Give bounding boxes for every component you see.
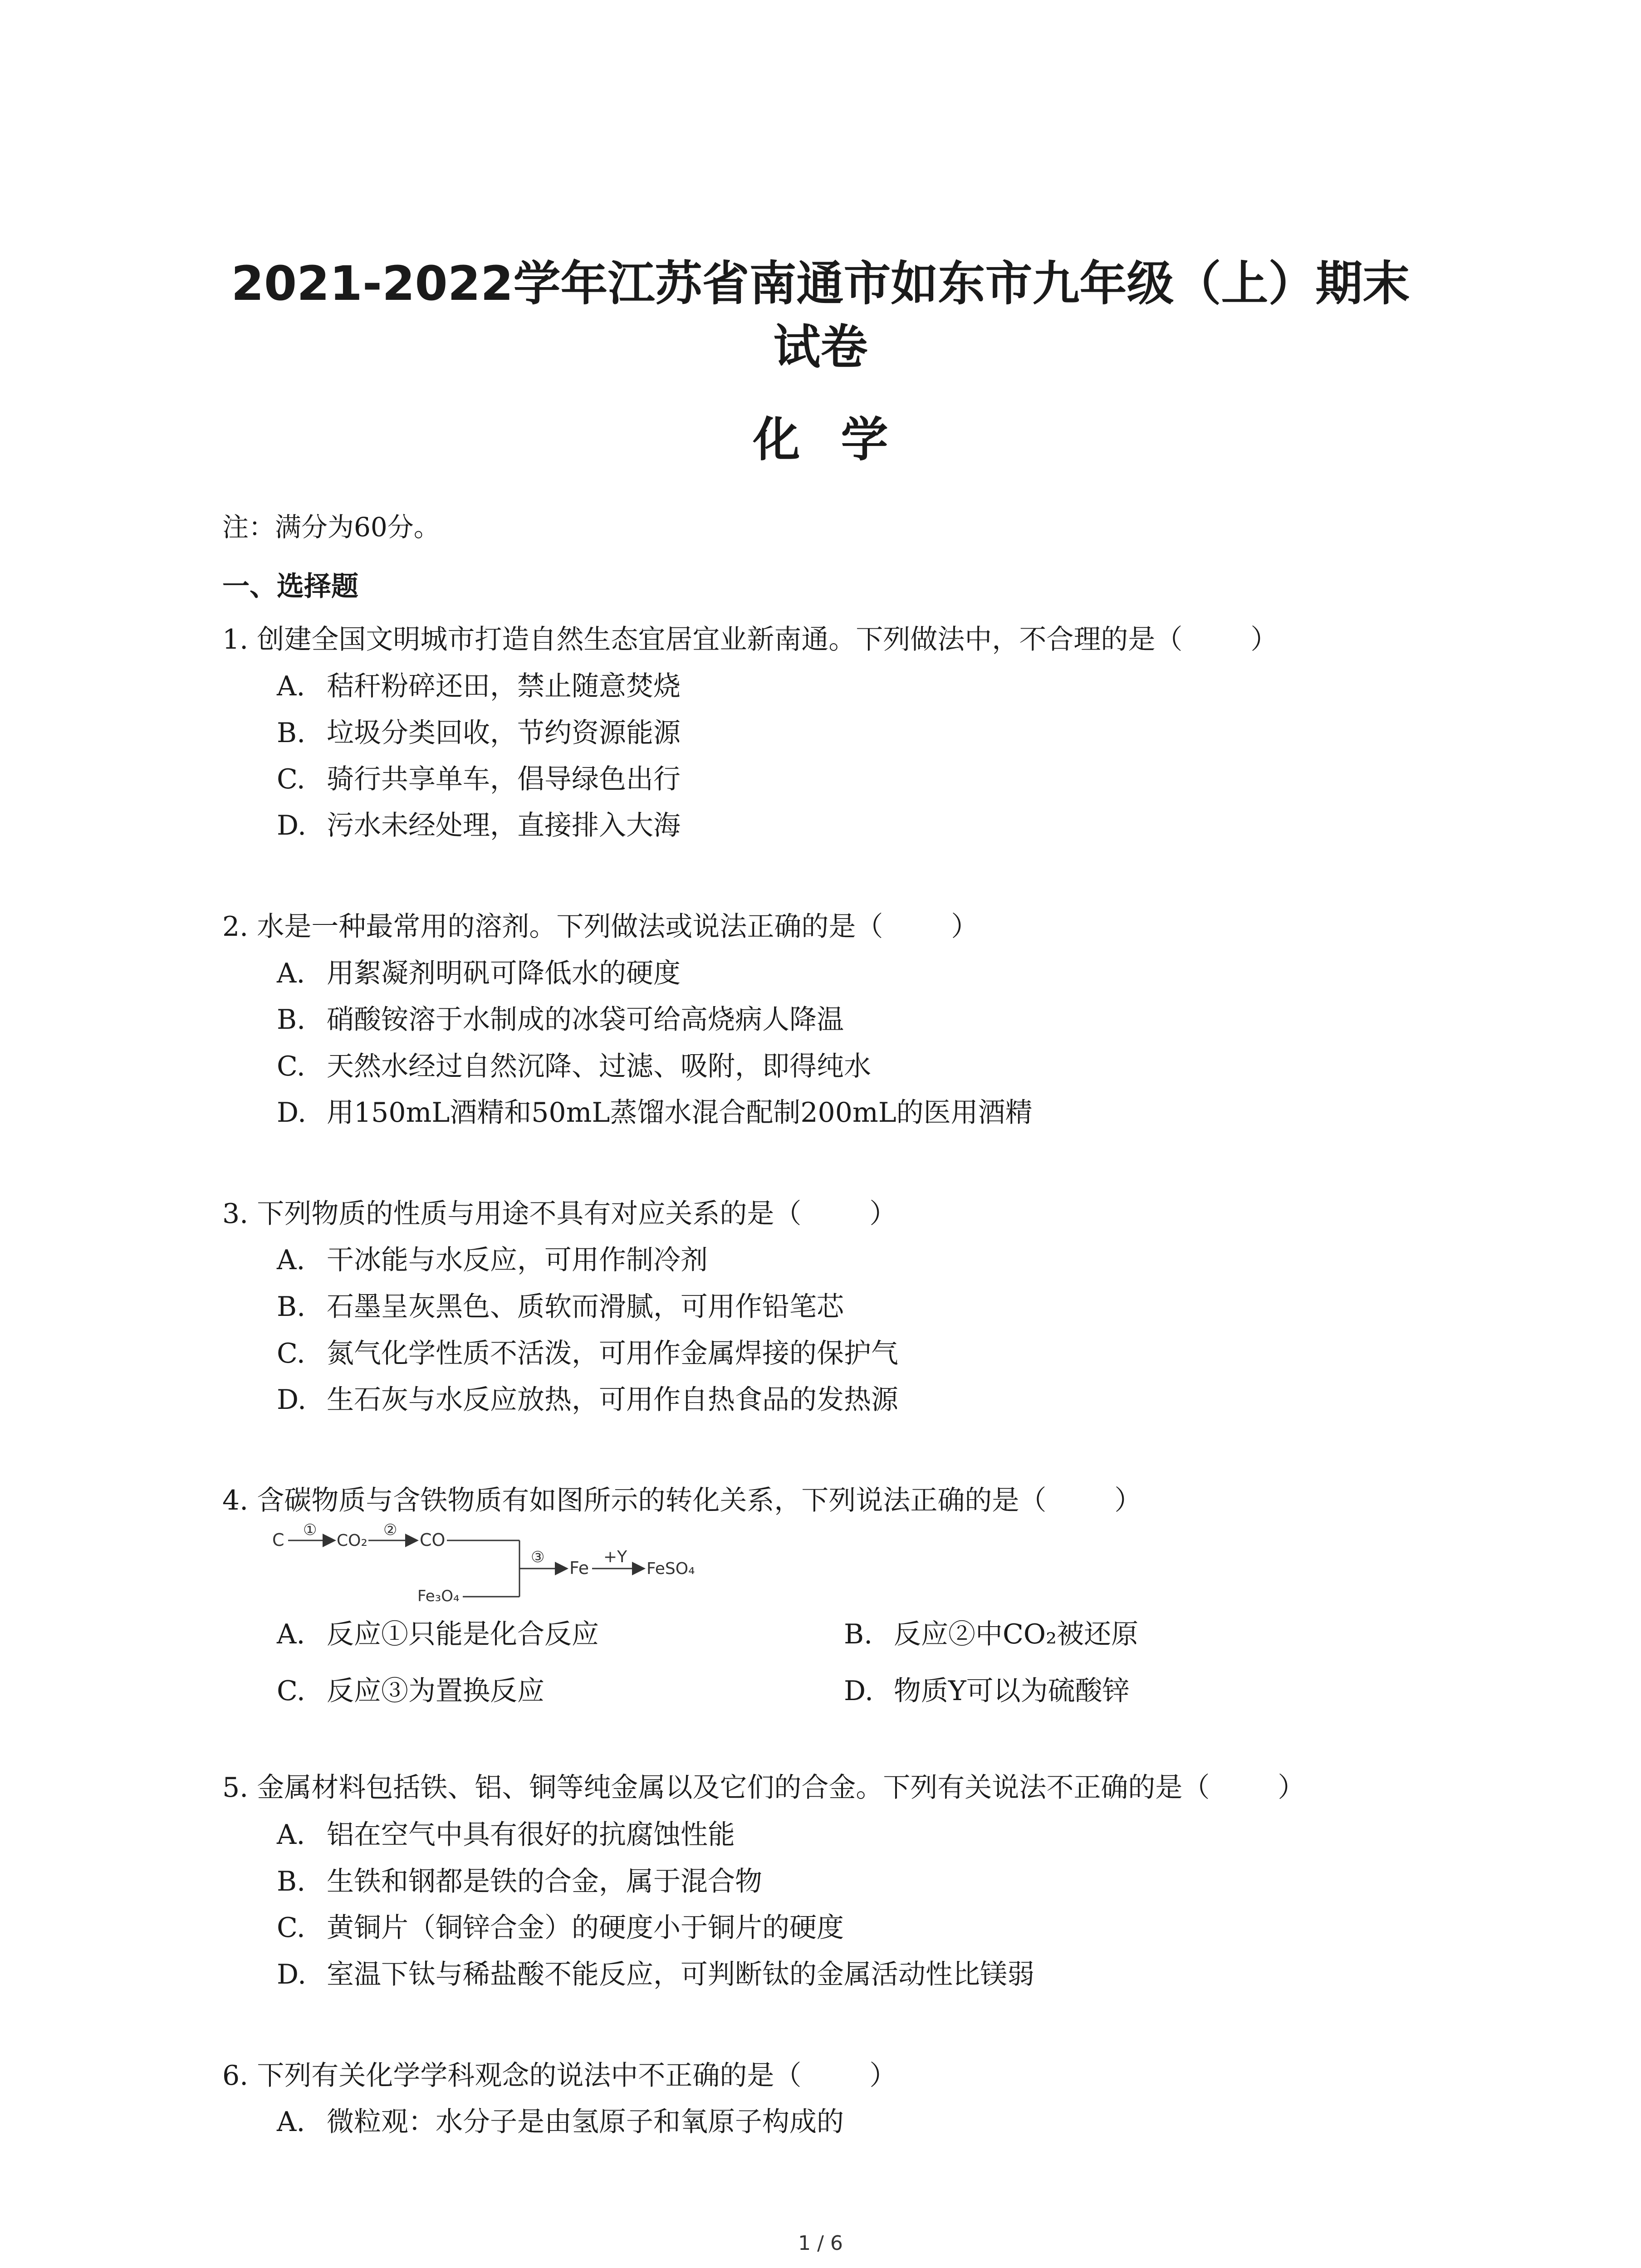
- question-2-option-a: A. 用絮凝剂明矾可降低水的硬度: [277, 958, 681, 989]
- question-3-option-b: B. 石墨呈灰黑色、质软而滑腻，可用作铅笔芯: [277, 1291, 844, 1323]
- question-5-option-a: A. 铝在空气中具有很好的抗腐蚀性能: [277, 1819, 735, 1851]
- question-3-option-a: A. 干冰能与水反应，可用作制冷剂: [277, 1244, 708, 1276]
- question-3-option-d: D. 生石灰与水反应放热，可用作自热食品的发热源: [277, 1384, 898, 1416]
- question-3-option-c: C. 氮气化学性质不活泼，可用作金属焊接的保护气: [277, 1338, 898, 1369]
- question-3-stem: 3. 下列物质的性质与用途不具有对应关系的是（ ）: [222, 1198, 897, 1230]
- scheme-plus-y: +Y: [603, 1548, 627, 1566]
- question-1-stem: 1. 创建全国文明城市打造自然生态宜居宜业新南通。下列做法中，不合理的是（ ）: [222, 624, 1278, 655]
- scheme-step-1: ①: [303, 1521, 317, 1539]
- question-5-option-c: C. 黄铜片（铜锌合金）的硬度小于铜片的硬度: [277, 1912, 844, 1944]
- score-note: 注：满分为60分。: [222, 512, 440, 543]
- question-2-option-c: C. 天然水经过自然沉降、过滤、吸附，即得纯水: [277, 1051, 871, 1082]
- subject-heading: 化学: [753, 412, 929, 467]
- section-heading: 一、选择题: [222, 571, 358, 602]
- scheme-step-3: ③: [531, 1548, 545, 1566]
- question-4-option-d: D. 物质Y可以为硫酸锌: [844, 1675, 1130, 1707]
- question-2-stem: 2. 水是一种最常用的溶剂。下列做法或说法正确的是（ ）: [222, 911, 979, 943]
- question-5-option-d: D. 室温下钛与稀盐酸不能反应，可判断钛的金属活动性比镁弱: [277, 1959, 1034, 1990]
- question-2-option-d: D. 用150mL酒精和50mL蒸馏水混合配制200mL的医用酒精: [277, 1097, 1033, 1129]
- page-title: [0, 252, 1641, 379]
- question-1-option-a: A. 秸秆粉碎还田，禁止随意焚烧: [277, 670, 681, 702]
- question-1-option-d: D. 污水未经处理，直接排入大海: [277, 810, 681, 841]
- question-4-option-c: C. 反应③为置换反应: [277, 1675, 544, 1707]
- scheme-co: CO: [420, 1530, 446, 1550]
- scheme-fe: Fe: [569, 1558, 589, 1578]
- scheme-c: C: [272, 1530, 284, 1550]
- title-line-2: 试卷: [773, 319, 868, 375]
- question-1-option-c: C. 骑行共享单车，倡导绿色出行: [277, 763, 681, 795]
- scheme-fe3o4: Fe₃O₄: [417, 1587, 460, 1605]
- conversion-scheme-diagram: [268, 1515, 721, 1606]
- question-4-option-b: B. 反应②中CO₂被还原: [844, 1618, 1139, 1650]
- title-line-1: 2021-2022学年江苏省南通市如东市九年级（上）期末: [231, 256, 1410, 311]
- scheme-step-2: ②: [383, 1521, 397, 1539]
- question-4-option-a: A. 反应①只能是化合反应: [277, 1618, 599, 1650]
- question-6-option-a: A. 微粒观：水分子是由氢原子和氧原子构成的: [277, 2106, 844, 2138]
- question-5-option-b: B. 生铁和钢都是铁的合金，属于混合物: [277, 1866, 762, 1897]
- question-6-stem: 6. 下列有关化学学科观念的说法中不正确的是（ ）: [222, 2060, 897, 2092]
- page-number: 1 / 6: [798, 2232, 843, 2255]
- scheme-feso4: FeSO₄: [647, 1559, 695, 1578]
- question-4-stem: 4. 含碳物质与含铁物质有如图所示的转化关系，下列说法正确的是（ ）: [222, 1485, 1142, 1516]
- scheme-co2: CO₂: [337, 1531, 367, 1550]
- question-1-option-b: B. 垃圾分类回收，节约资源能源: [277, 717, 681, 749]
- question-2-option-b: B. 硝酸铵溶于水制成的冰袋可给高烧病人降温: [277, 1004, 844, 1036]
- question-5-stem: 5. 金属材料包括铁、铝、铜等纯金属以及它们的合金。下列有关说法不正确的是（ ）: [222, 1772, 1305, 1804]
